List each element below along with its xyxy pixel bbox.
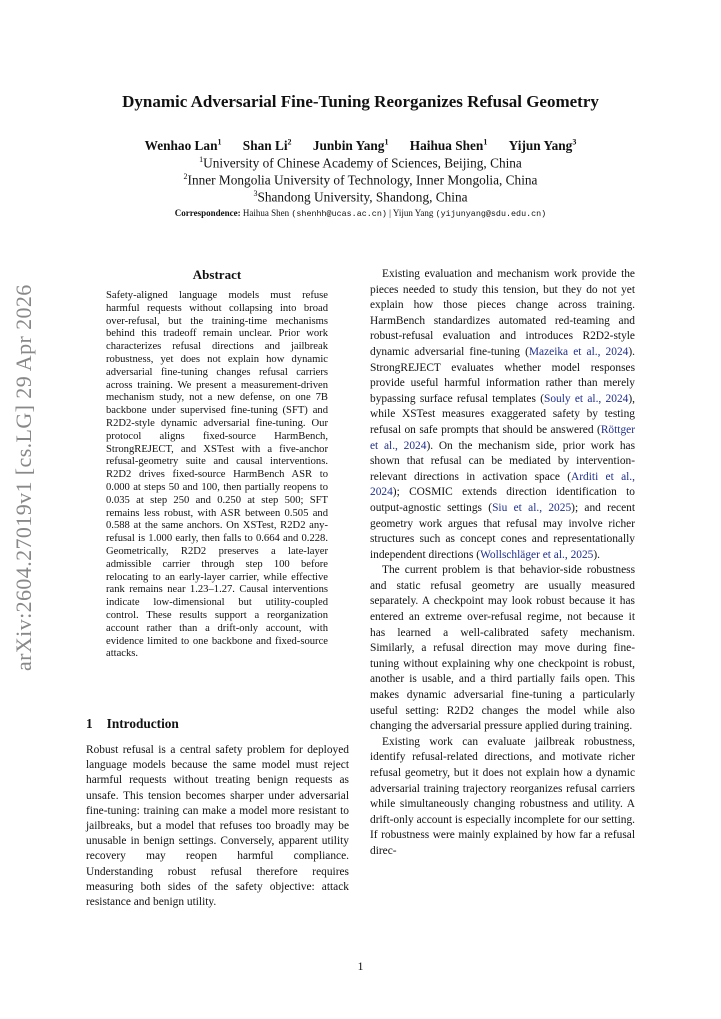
affiliation: $^3$Shandong University, Shandong, China (253, 189, 468, 205)
paper-title: Dynamic Adversarial Fine-Tuning Reorganizes Refusal Geometry (122, 92, 599, 111)
paragraph: The current problem is that behavior-side robustness and static refusal geometry are usually measured separately. A checkpoint may look robust because it has entered an extreme over-refusal regime, not because it has learned a well-calibrated safety mechanism. Similarly, a refusal direction may move during fine-tuning without explaining why one checkpoint is robust, another is usable, and a third partially fails open. This makes dynamic adversarial fine-tuning a particularly useful setting: R2D2 changes the model while also changing the adversarial pressure applied during training. (370, 564, 635, 733)
citation-link[interactable]: Wollschläger et al., 2025 (480, 548, 594, 561)
paragraph: Existing evaluation and mechanism work provide the pieces needed to study this tension, but they do not yet explain how those pieces change across training. HarmBench standardizes automated red-teaming and robust-refusal evaluation and introduces R2D2-style dynamic adversarial fine-tuning (Mazeika et al., 2024). StrongREJECT evaluates whether model responses provide useful harmful information rather than merely bypassing surface refusal templates (Souly et al., 2024), while XSTest measures exaggerated safety by testing refusal on safe prompts that should be answered (Röttger et al., 2024). On the mechanism side, prior work has shown that refusal can be mediated by intervention-relevant directions in activation space (Arditi et al., 2024); COSMIC extends direction identification to output-agnostic settings (Siu et al., 2025); and recent geometry work argues that refusal may involve richer structures such as concept cones and representationally independent directions (Wollschläger et al., 2025). (370, 268, 636, 561)
author: Shan Li$^2$ (242, 138, 292, 154)
intro-paragraph: Robust refusal is a central safety problem for deployed language models because the same model must reject harmful requests without treating benign requests as unsafe. This tension becomes sharper under adversarial fine-tuning: training can make a model more resistant to jailbreaks, but a model that refuses too broadly may be unusable in benign settings. Conversely, apparent utility recovery may reopen harmful compliance. Understanding robust refusal therefore requires measuring both sides of the safety objective: attack resistance and benign utility. (86, 744, 349, 909)
page-number: 1 (357, 959, 364, 973)
author: Haihua Shen$^1$ (409, 138, 488, 154)
citation-link[interactable]: Röttger et al., 2024 (370, 423, 635, 452)
citation-link[interactable]: Arditi et al., 2024 (370, 470, 635, 499)
right-column (370, 267, 635, 860)
correspondence-line: Correspondence: Haihua Shen (shenhh@ucas.ac.cn) | Yijun Yang (yijunyang@sdu.edu.cn) (174, 208, 547, 219)
author: Yijun Yang$^3$ (508, 138, 577, 154)
author: Junbin Yang$^1$ (312, 138, 389, 154)
abstract-heading: Abstract (192, 267, 242, 282)
email-link[interactable]: (yijunyang@sdu.edu.cn) (435, 209, 547, 219)
citation-link[interactable]: Mazeika et al., 2024 (528, 345, 629, 358)
author: Wenhao Lan$^1$ (144, 138, 222, 154)
section-heading: 1 Introduction (86, 716, 179, 731)
email-link[interactable]: (shenhh@ucas.ac.cn) (291, 209, 387, 219)
arxiv-stamp: arXiv:2604.27019v1 [cs.LG] 29 Apr 2026 (11, 284, 36, 671)
author-list (86, 138, 635, 154)
paragraph: Existing work can evaluate jailbreak robustness, identify refusal-related directions, and motivate richer refusal geometry, but it does not explain how a dynamic adversarial training trajectory reorganizes refusal carriers while simultaneously changing robustness and utility. A drift-only account is especially incomplete for our setting. If robustness were mainly explained by how far a refusal direc- (370, 735, 635, 857)
citation-link[interactable]: Souly et al., 2024 (544, 392, 629, 405)
abstract-text: Safety-aligned language models must refuse harmful requests without collapsing into broad over-refusal, but the training-time mechanisms behind this tradeoff remain unclear. Prior work characterizes refusal directions and jailbreak robustness, yet does not explain how dynamic adversarial fine-tuning changes refusal carriers across training. We present a measurement-driven mechanism study, not a new defense, on one 7B backbone under supervised fine-tuning (SFT) and R2D2-style dynamic adversarial fine-tuning. Our protocol aligns fixed-source HarmBench, StrongREJECT, and XSTest with a five-anchor refusal-geometry suite and causal interventions. R2D2 drives fixed-source HarmBench ASR to 0.000 at steps 50 and 100, then partially reopens to 0.035 at step 250 and 0.250 at step 500; SFT remains less robust, with ASR between 0.505 and 0.588 at the same anchors. On XSTest, R2D2 any-refusal is 1.000 early, then falls to 0.664 and 0.228. Geometrically, R2D2 preserves a late-layer admissible carrier through step 100 before relocating to an early-layer carrier, while effective rank remains near 1.23–1.27. Causal interventions indicate low-dimensional but utility-coupled control. These results support a reorganization account rather than a drift-only account, with evidence limited to one backbone and fixed-source attacks. (106, 290, 328, 660)
affiliation: $^1$University of Chinese Academy of Sciences, Beijing, China (199, 155, 522, 171)
citation-link[interactable]: Siu et al., 2025 (492, 501, 572, 514)
affiliation: $^2$Inner Mongolia University of Technology, Inner Mongolia, China (183, 172, 538, 188)
